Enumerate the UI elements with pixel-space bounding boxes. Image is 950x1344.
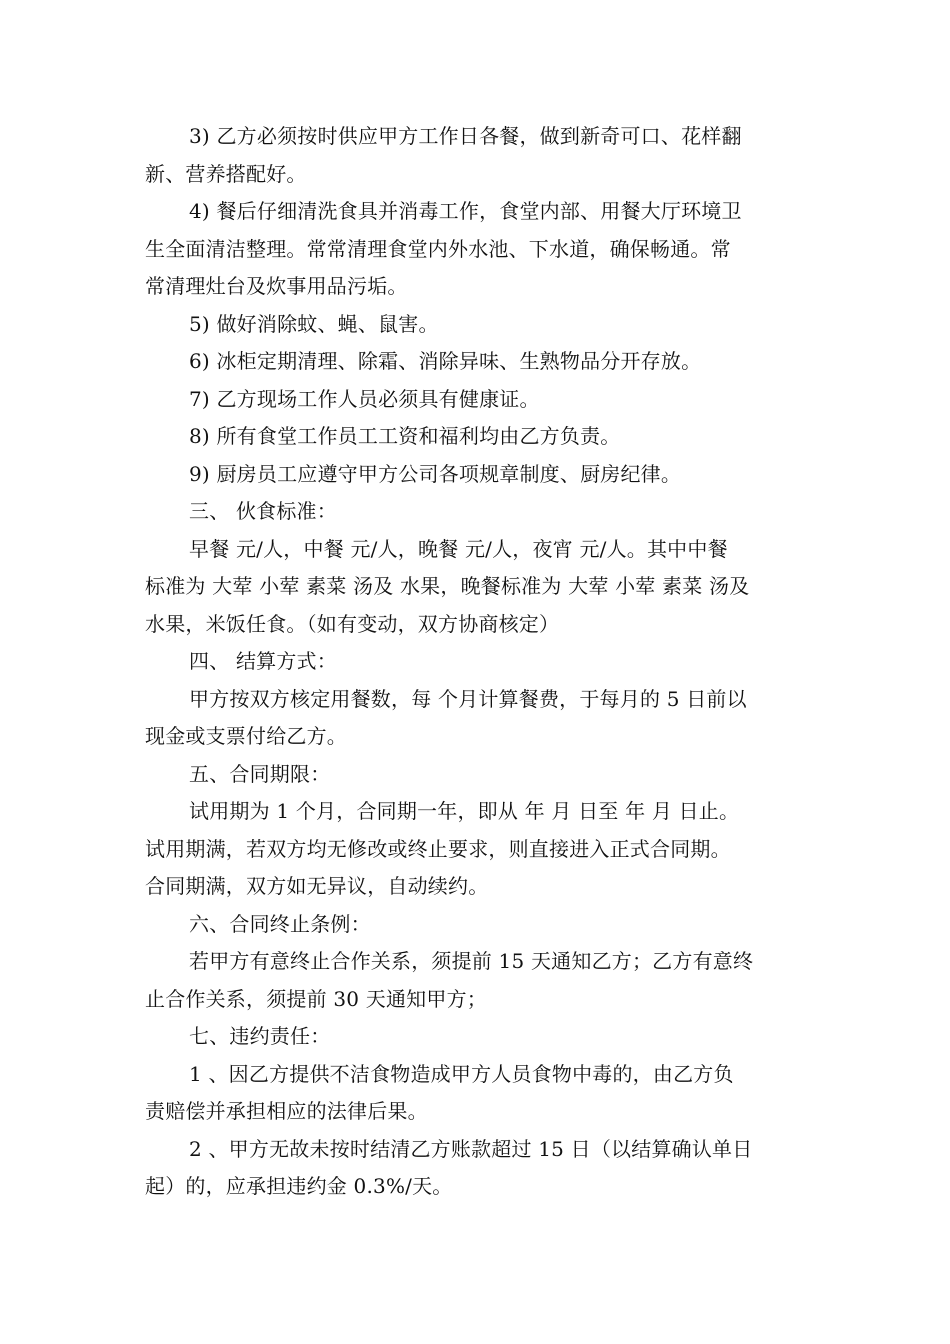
- document-page: [145, 118, 810, 1206]
- text-line: 甲方按双方核定用餐数，每 个月计算餐费，于每月的 5 日前以: [189, 686, 747, 711]
- text-line: 水果，米饭任食。（如有变动，双方协商核定）: [145, 611, 560, 636]
- section-heading: 五、合同期限：: [189, 761, 331, 786]
- section-heading: 七、违约责任：: [189, 1024, 331, 1048]
- text-line: 合同期满，双方如无异议，自动续约。: [145, 874, 489, 898]
- text-line: 2 、甲方无故未按时结清乙方账款超过 15 日（以结算确认单日: [189, 1136, 753, 1161]
- text-line: 3) 乙方必须按时供应甲方工作日各餐，做到新奇可口、花样翻: [189, 124, 742, 148]
- text-line: 8) 所有食堂工作员工工资和福利均由乙方负责。: [189, 424, 621, 448]
- text-line: 6) 冰柜定期清理、除霜、消除异味、生熟物品分开存放。: [189, 349, 702, 373]
- section-heading: 三、 伙食标准：: [189, 499, 337, 523]
- text-line: 1 、因乙方提供不洁食物造成甲方人员食物中毒的，由乙方负: [189, 1061, 734, 1086]
- text-line: 早餐 元/人，中餐 元/人，晚餐 元/人，夜宵 元/人。其中中餐: [189, 536, 728, 561]
- text-line: 起）的，应承担违约金 0.3%/天。: [145, 1174, 453, 1198]
- text-line: 9) 厨房员工应遵守甲方公司各项规章制度、厨房纪律。: [189, 461, 682, 486]
- text-line: 7) 乙方现场工作人员必须具有健康证。: [189, 386, 540, 411]
- text-line: 止合作关系，须提前 30 天通知甲方；: [145, 986, 487, 1011]
- text-line: 试用期满，若双方均无修改或终止要求，则直接进入正式合同期。: [145, 836, 731, 861]
- text-line: 5) 做好消除蚊、蝇、鼠害。: [189, 311, 439, 336]
- text-line: 试用期为 1 个月，合同期一年，即从 年 月 日至 年 月 日止。: [189, 799, 740, 823]
- section-heading: 六、合同终止条例：: [189, 911, 371, 936]
- text-line: 常清理灶台及炊事用品污垢。: [145, 274, 408, 298]
- text-line: 责赔偿并承担相应的法律后果。: [145, 1099, 428, 1123]
- text-line: 生全面清洁整理。常常清理食堂内外水池、下水道，确保畅通。常: [145, 236, 731, 261]
- text-line: 新、营养搭配好。: [145, 161, 307, 186]
- section-heading: 四、 结算方式：: [189, 649, 337, 673]
- text-line: 标准为 大荤 小荤 素菜 汤及 水果，晚餐标准为 大荤 小荤 素菜 汤及: [145, 574, 750, 598]
- text-line: 现金或支票付给乙方。: [145, 724, 347, 748]
- text-line: 若甲方有意终止合作关系，须提前 15 天通知乙方；乙方有意终: [189, 949, 754, 973]
- text-line: 4) 餐后仔细清洗食具并消毒工作，食堂内部、用餐大厅环境卫: [189, 199, 742, 223]
